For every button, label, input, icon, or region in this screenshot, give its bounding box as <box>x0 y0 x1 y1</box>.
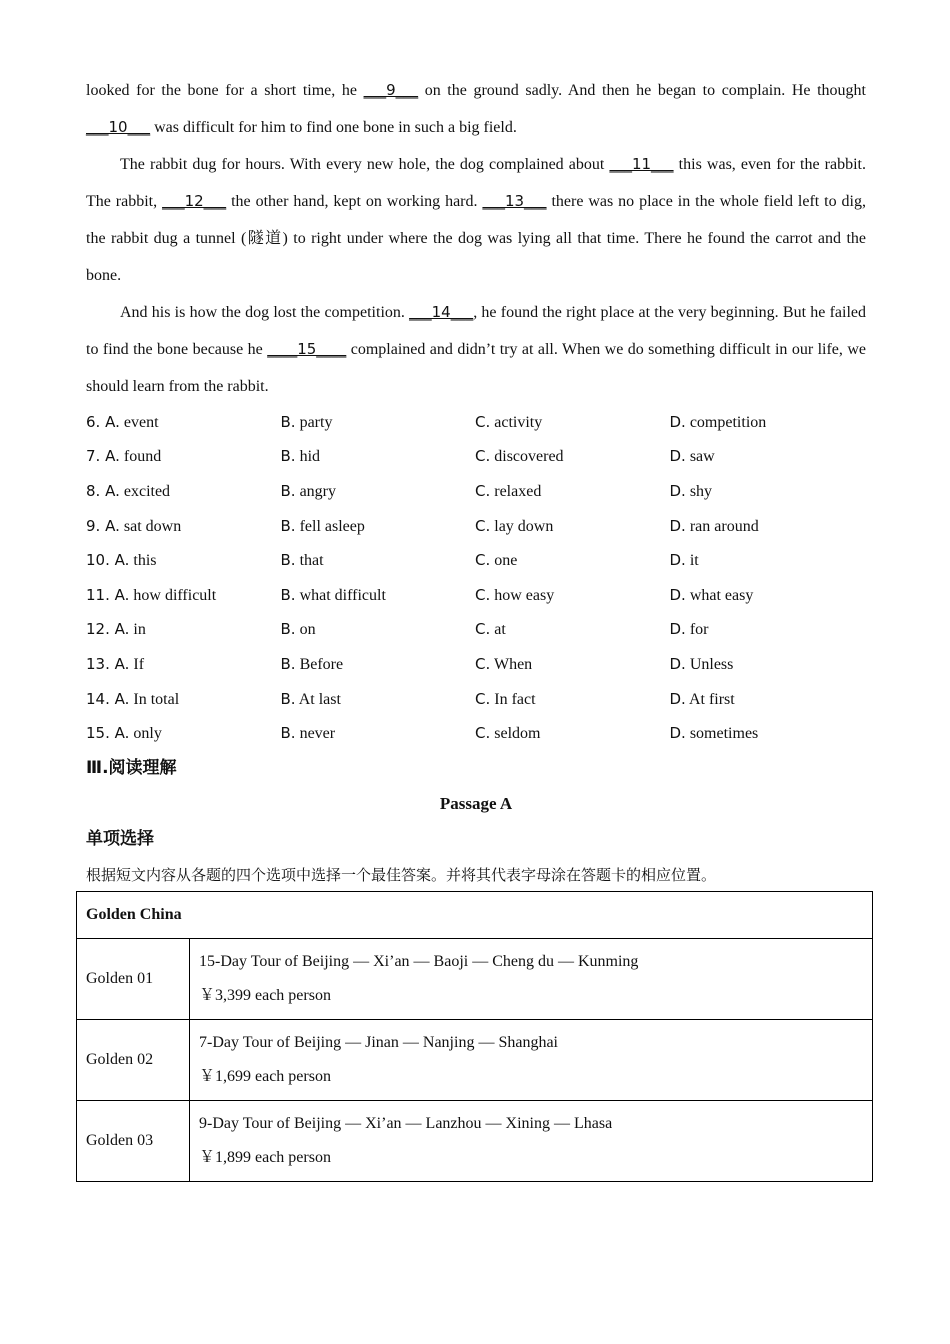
option-a: In total <box>133 690 180 708</box>
option-label: D. <box>669 516 686 535</box>
option-label: D. <box>669 620 686 639</box>
option-label: D. <box>669 724 686 743</box>
option-c: lay down <box>494 517 554 535</box>
option-a: how difficult <box>133 586 217 604</box>
option-a: sat down <box>123 517 182 535</box>
table-row <box>77 939 873 1020</box>
option-c: relaxed <box>494 482 542 500</box>
blank-13: ___13___ <box>482 192 547 210</box>
text: And his is how the dog lost the competition. <box>120 304 410 321</box>
text: looked for the bone for a short time, he <box>86 82 364 99</box>
table-title: Golden China <box>77 892 873 939</box>
passage-title: Passage A <box>439 793 513 813</box>
section-heading: Ⅲ.阅读理解 <box>86 757 177 778</box>
option-d: ran around <box>689 517 759 535</box>
option-b: hid <box>299 448 321 466</box>
tour-route: 9-Day Tour of Beijing — Xi’an — Lanzhou — Xining — Lhasa <box>199 1115 613 1132</box>
option-b: Before <box>299 655 344 673</box>
question-number: 7. A. <box>86 447 120 466</box>
option-b: fell asleep <box>299 517 365 535</box>
option-label: C. <box>475 516 491 535</box>
option-label: D. <box>669 412 686 431</box>
tour-code: Golden 01 <box>77 939 190 1020</box>
question-row <box>86 613 866 648</box>
option-label: B. <box>280 516 296 535</box>
option-a: only <box>133 725 162 743</box>
option-c: at <box>494 621 506 639</box>
text: complained and didn’t try at all. When we do something difficult in our life, we should learn from the rabbit. <box>86 341 867 395</box>
question-row <box>86 647 866 682</box>
option-c: how easy <box>494 586 555 604</box>
option-c: activity <box>494 413 543 431</box>
option-a: in <box>133 621 146 639</box>
option-a: excited <box>123 482 171 500</box>
cloze-paragraph-1 <box>86 72 866 146</box>
question-number: 10. A. <box>86 551 130 570</box>
option-label: B. <box>280 481 296 500</box>
option-label: C. <box>475 412 491 431</box>
table-header-row <box>77 892 873 939</box>
tour-details <box>190 939 873 1020</box>
question-number: 14. A. <box>86 689 130 708</box>
tour-code: Golden 02 <box>77 1020 190 1101</box>
option-a: found <box>123 448 162 466</box>
option-b: that <box>299 552 324 570</box>
option-label: C. <box>475 585 491 604</box>
option-a: event <box>123 413 159 431</box>
option-label: C. <box>475 481 491 500</box>
tour-code: Golden 03 <box>77 1101 190 1182</box>
option-a: this <box>133 552 157 570</box>
question-number: 15. A. <box>86 724 130 743</box>
option-label: D. <box>669 585 686 604</box>
option-d: sometimes <box>689 725 759 743</box>
tour-price: ￥1,699 each person <box>199 1068 331 1085</box>
question-row <box>86 440 866 475</box>
question-number: 9. A. <box>86 516 120 535</box>
blank-11: ___11___ <box>609 155 674 173</box>
option-label: D. <box>669 654 686 673</box>
option-label: B. <box>280 689 296 708</box>
tour-route: 15-Day Tour of Beijing — Xi’an — Baoji — Cheng du — Kunming <box>199 953 639 970</box>
option-b: on <box>299 621 316 639</box>
option-d: saw <box>689 448 715 466</box>
question-number: 6. A. <box>86 412 120 431</box>
text: the other hand, kept on working hard. <box>226 193 483 210</box>
option-b: what difficult <box>299 586 386 604</box>
table-row <box>77 1020 873 1101</box>
blank-15: ____15____ <box>267 340 347 358</box>
option-label: D. <box>669 551 686 570</box>
option-label: B. <box>280 724 296 743</box>
option-label: B. <box>280 447 296 466</box>
option-label: C. <box>475 620 491 639</box>
blank-9: ___9___ <box>363 81 419 99</box>
option-b: never <box>299 725 336 743</box>
question-number: 12. A. <box>86 620 130 639</box>
question-row <box>86 716 866 751</box>
option-a: If <box>133 655 145 673</box>
tour-details <box>190 1101 873 1182</box>
question-row <box>86 474 866 509</box>
option-c: When <box>493 655 533 673</box>
option-b: party <box>299 413 333 431</box>
blank-14: ___14___ <box>409 303 474 321</box>
question-row <box>86 682 866 717</box>
option-label: C. <box>475 724 491 743</box>
option-label: C. <box>475 654 491 673</box>
table-row <box>77 1101 873 1182</box>
question-number: 8. A. <box>86 481 120 500</box>
option-label: B. <box>280 551 296 570</box>
option-d: Unless <box>689 655 734 673</box>
option-label: B. <box>280 654 296 673</box>
question-number: 11. A. <box>86 585 130 604</box>
question-row <box>86 509 866 544</box>
option-b: At last <box>298 690 341 708</box>
question-row <box>86 543 866 578</box>
subheading: 单项选择 <box>86 828 154 849</box>
option-label: B. <box>280 412 296 431</box>
question-number: 13. A. <box>86 654 130 673</box>
tour-table <box>76 891 873 1182</box>
option-label: C. <box>475 551 491 570</box>
option-c: one <box>494 552 518 570</box>
document-page <box>86 72 866 893</box>
instruction: 根据短文内容从各题的四个选项中选择一个最佳答案。并将其代表字母涂在答题卡的相应位置。 <box>86 865 717 884</box>
tour-details <box>190 1020 873 1101</box>
cloze-paragraph-3 <box>86 294 866 405</box>
option-label: D. <box>669 447 686 466</box>
text: this was, even for the rabbit. The rabbit, <box>86 156 866 210</box>
option-d: it <box>689 552 699 570</box>
option-b: angry <box>299 482 336 500</box>
text: on the ground sadly. And then he began to complain. He thought <box>418 82 866 99</box>
option-label: C. <box>475 447 491 466</box>
option-d: for <box>689 621 709 639</box>
text: , he found the right place at the very beginning. But he failed to find the bone because he <box>86 304 866 358</box>
blank-12: ___12___ <box>162 192 227 210</box>
text: The rabbit dug for hours. With every new hole, the dog complained about <box>120 156 610 173</box>
option-d: shy <box>689 482 713 500</box>
blank-10: ___10___ <box>86 118 151 136</box>
option-d: competition <box>689 413 767 431</box>
text: there was no place in the whole field left to dig, the rabbit dug a tunnel (隧道) to right under where the dog was lying all that time. There he found the carrot and the bone. <box>86 193 867 284</box>
question-row <box>86 405 866 440</box>
question-list <box>86 405 866 751</box>
tour-route: 7-Day Tour of Beijing — Jinan — Nanjing — Shanghai <box>199 1034 558 1051</box>
text: was difficult for him to find one bone in such a big field. <box>150 119 517 136</box>
option-label: D. <box>669 689 686 708</box>
option-label: B. <box>280 585 296 604</box>
cloze-paragraph-2 <box>86 146 866 294</box>
option-d: what easy <box>689 586 754 604</box>
tour-price: ￥1,899 each person <box>199 1149 331 1166</box>
option-d: At first <box>688 690 735 708</box>
option-c: In fact <box>494 690 536 708</box>
option-c: discovered <box>494 448 564 466</box>
option-c: seldom <box>494 725 541 743</box>
option-label: D. <box>669 481 686 500</box>
option-label: C. <box>475 689 491 708</box>
question-row <box>86 578 866 613</box>
option-label: B. <box>280 620 296 639</box>
tour-price: ￥3,399 each person <box>199 987 331 1004</box>
